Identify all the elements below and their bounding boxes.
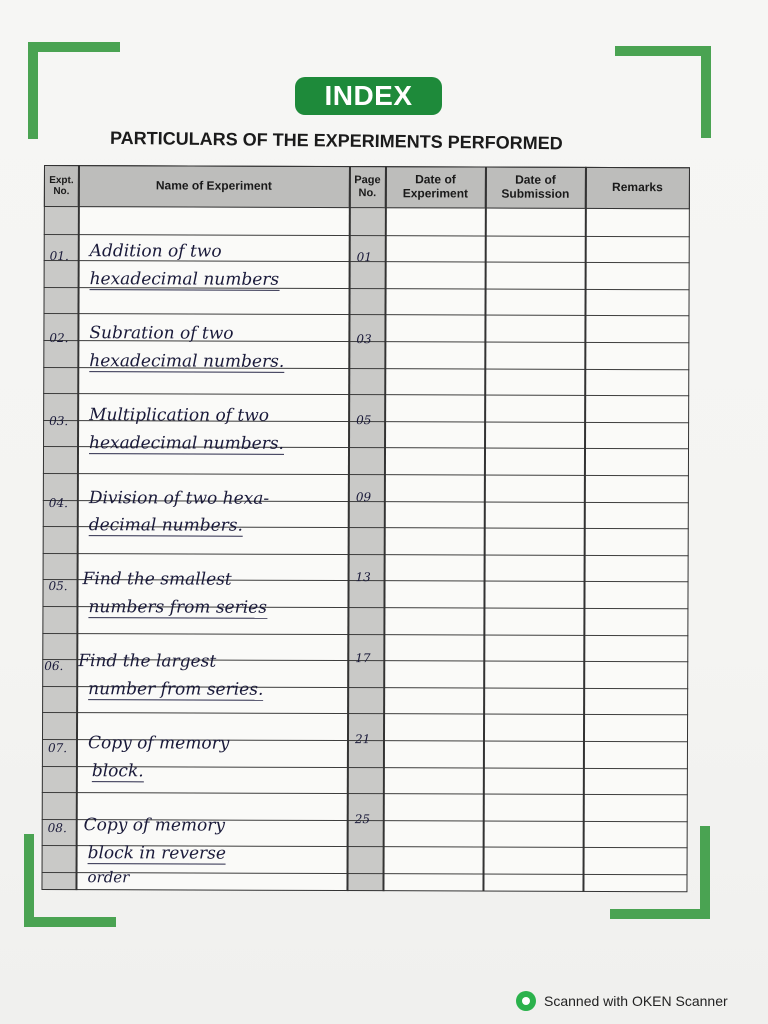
entry-1-line2: hexadecimal numbers	[89, 269, 280, 290]
entry-1-line1: Addition of two	[89, 241, 222, 262]
entry-2-no: 02.	[49, 331, 69, 346]
corner-bracket-bottom-left-vertical	[24, 834, 34, 927]
header-remarks: Remarks	[585, 167, 690, 209]
header-name: Name of Experiment	[78, 165, 350, 208]
entry-5-line1: Find the smallest	[82, 569, 232, 590]
entry-1-no: 01.	[49, 249, 69, 264]
entry-6-page: 17	[355, 651, 371, 666]
entry-4-line1: Division of two hexa-	[88, 488, 270, 509]
header-date-submission: Date of Submission	[485, 167, 586, 209]
entry-1-page: 01	[356, 250, 372, 265]
entry-2-line1: Subration of two	[89, 323, 234, 344]
header-page-no: Page No.	[349, 166, 386, 208]
entry-6-line1: Find the largest	[78, 651, 217, 672]
entry-5-page: 13	[355, 570, 371, 585]
entry-4-no: 04.	[48, 496, 68, 511]
experiments-table	[41, 165, 690, 892]
index-badge: INDEX	[295, 77, 442, 115]
entry-8-line3: order	[87, 868, 130, 887]
entry-5-line2: numbers from series	[88, 597, 268, 618]
corner-bracket-bottom-left	[24, 917, 116, 927]
entry-4-page: 09	[355, 490, 372, 505]
entry-6-no: 06.	[44, 659, 64, 674]
entry-3-no: 03.	[49, 414, 69, 429]
corner-bracket-bottom-right	[610, 909, 710, 919]
entry-3-page: 05	[356, 413, 372, 428]
entry-2-line2: hexadecimal numbers.	[89, 351, 285, 372]
entry-8-page: 25	[354, 812, 371, 827]
header-date-experiment: Date of Experiment	[385, 166, 486, 208]
header-expt-no: Expt. No.	[44, 165, 79, 207]
oken-logo-icon	[516, 991, 536, 1011]
scanner-watermark-text: Scanned with OKEN Scanner	[544, 993, 728, 1009]
page-subtitle: PARTICULARS OF THE EXPERIMENTS PERFORMED	[109, 127, 563, 154]
entry-6-line2: number from series.	[88, 679, 264, 700]
entry-7-line2: block.	[91, 761, 144, 782]
scanner-watermark	[516, 989, 728, 1013]
corner-bracket-top-left	[28, 42, 120, 52]
entry-8-no: 08.	[47, 821, 67, 836]
entry-8-line1: Copy of memory	[83, 815, 226, 836]
entry-3-line1: Multiplication of two	[89, 405, 270, 426]
corner-bracket-top-left-vertical	[28, 42, 38, 139]
corner-bracket-top-right	[615, 46, 711, 56]
entry-2-page: 03	[356, 332, 372, 347]
entry-7-line1: Copy of memory	[87, 733, 230, 754]
entry-8-line2: block in reverse	[87, 843, 226, 864]
entry-5-no: 05.	[48, 579, 68, 594]
entry-7-no: 07.	[47, 741, 68, 756]
entry-3-line2: hexadecimal numbers.	[88, 433, 285, 454]
corner-bracket-bottom-right-vertical	[700, 826, 710, 919]
entry-7-page: 21	[354, 732, 371, 747]
corner-bracket-top-right-vertical	[701, 46, 711, 138]
entry-4-line2: decimal numbers.	[88, 515, 243, 536]
